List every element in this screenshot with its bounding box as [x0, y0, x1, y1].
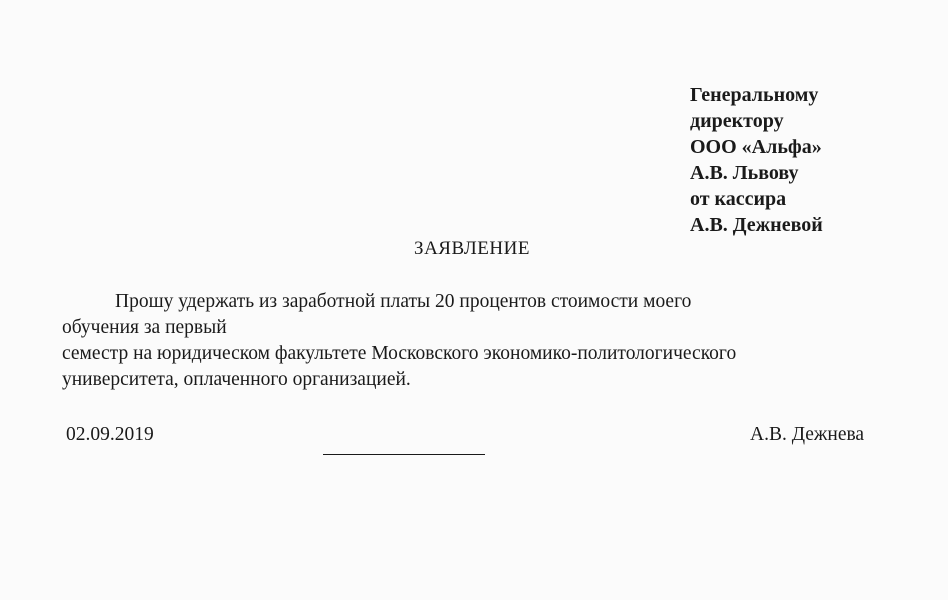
addressee-line: А.В. Львову	[690, 162, 799, 184]
statement-body	[62, 289, 922, 393]
addressee-block	[690, 82, 930, 238]
addressee-line: директору	[690, 110, 784, 132]
body-line: университета, оплаченного организацией.	[62, 369, 411, 390]
statement-date: 02.09.2019	[66, 424, 154, 445]
document-title: ЗАЯВЛЕНИЕ	[414, 238, 530, 259]
addressee-line: ООО «Альфа»	[690, 136, 822, 158]
addressee-line: от кассира	[690, 188, 787, 210]
body-line: обучения за первый	[62, 317, 227, 338]
addressee-line: А.В. Дежневой	[690, 214, 823, 236]
signer-name: А.В. Дежнева	[750, 424, 865, 445]
document-title-row	[0, 238, 948, 260]
addressee-line: Генеральному	[690, 84, 819, 106]
signature-line	[323, 454, 485, 455]
body-line: Прошу удержать из заработной платы 20 процентов стоимости моего	[115, 291, 692, 312]
body-line: семестр на юридическом факультете Московского экономико-политологического	[62, 343, 737, 364]
